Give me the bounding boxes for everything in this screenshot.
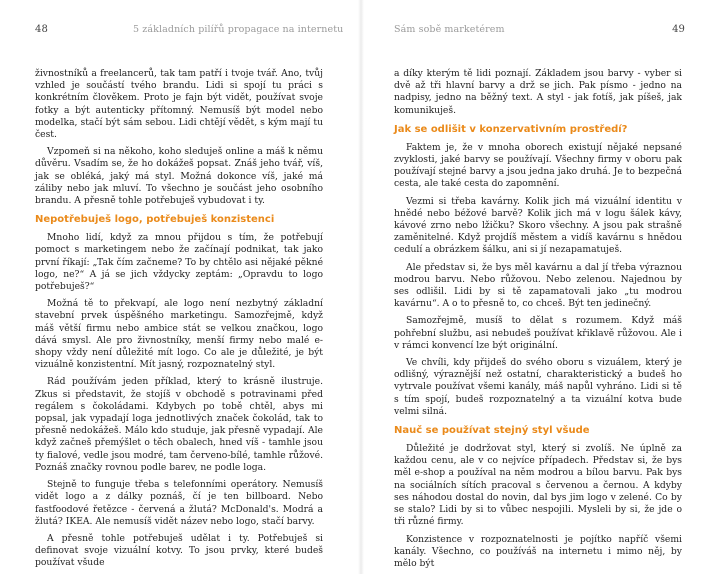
paragraph: Ve chvíli, kdy přijdeš do svého oboru s vizuálem, který je odlišný, výraznější než ostatní, charakteristický a budeš ho vytrvale používat všemi kanály, máš napůl vyhráno. Lidi si tě s tím spojí, budeš rozpoznatelný a ta vizuální kotva bude velmi silná.	[394, 357, 682, 417]
paragraph: A přesně tohle potřebuješ udělat i ty. Potřebuješ si definovat svoje vizuální kotvy. To jsou prvky, které budeš používat všude	[35, 532, 323, 569]
paragraph: Samozřejmě, musíš to dělat s rozumem. Když máš pohřební službu, asi nebudeš používat křiklavě růžovou. Ale i v rámci konvencí lze být originální.	[394, 315, 682, 351]
paragraph: Rád používám jeden příklad, který to krásně ilustruje. Zkus si představit, že stojíš v obchodě s potravinami před regálem s čokoládami. Kdybych po tobě chtěl, abys mi popsal, jak vypadají loga jednotlivých značek čokolád, tak to přesně nedokážeš. Málo kdo studuje, jak přesně vypadají. Ale když začneš přemýšlet o těch obalech, hned víš - tamhle jsou ty fialové, vedle jsou modré, tam červeno-bílé, tamhle růžové. Poznáš značky rovnou podle barev, ne podle loga.	[35, 376, 323, 473]
section-heading: Nauč se používat stejný styl všude	[394, 425, 590, 437]
section-heading: Jak se odlišit v konzervativním prostředí?	[394, 123, 628, 135]
left-page	[0, 0, 358, 574]
page-number: 48	[35, 24, 48, 35]
paragraph: Konzistence v rozpoznatelnosti je pojítko napříč všemi kanály. Všechno, co používáš na internetu i mimo něj, by mělo být	[394, 533, 682, 569]
paragraph: Vezmi si třeba kavárny. Kolik jich má vizuální identitu v hnědé nebo béžové barvě? Kolik jich má v logu šálek kávy, kávové zrno nebo lžičku? Skoro všechny. A jsou pak strašně zaměnitelné. Když projdíš městem a vidíš kavárnu s hnědou cedulí a obrázkem šálku, ani si jí nezapamatuješ.	[394, 195, 682, 256]
paragraph: živnostníků a freelancerů, tak tam patří i tvoje tvář. Ano, tvůj vzhled je součástí tvého brandu. Lidi si spojí tu práci s konkrétním člověkem. Proto je fajn být vidět, používat svoje fotky a být autenticky přítomný. Nemusíš být model nebo modelka, stačí být sám sebou. Lidi chtějí vědět, s kým mají tu čest.	[35, 68, 323, 141]
page-number: 49	[672, 24, 685, 35]
left-page-body	[35, 68, 323, 575]
paragraph: Vzpomeň si na někoho, koho sleduješ online a máš k němu důvěru. Vsadím se, že ho dokážeš popsat. Znáš jeho tvář, víš, jak se obléká, jaký má styl. Možná dokonce víš, jaké má záliby nebo jak mluví. To všechno je součást jeho osobního brandu. A přesně tohle potřebuješ vybudovat i ty.	[35, 146, 323, 207]
right-page-header	[364, 24, 720, 38]
paragraph: Mnoho lidí, když za mnou přijdou s tím, že potřebují pomoct s marketingem nebo že začínají podnikat, tak jako první říkají: „Tak čím začneme? To by chtělo asi nějaké pěkné logo, ne?“ A já se jich vždycky zeptám: „Opravdu to logo potřebuješ?“	[35, 232, 323, 293]
paragraph: a díky kterým tě lidi poznají. Základem jsou barvy - vyber si dvě až tři hlavní barvy a drž se jich. Pak písmo - jedno na nadpisy, jedno na běžný text. A styl - jak fotíš, jak píšeš, jak komunikuješ.	[394, 68, 682, 116]
left-page-header	[0, 24, 358, 38]
paragraph: Faktem je, že v mnoha oborech existují nějaké nepsané zvyklosti, jaké barvy se používají. Všechny firmy v oboru pak používají stejné barvy a jsou jedna jako druhá. Je to bezpečná cesta, ale také cesta do zapomnění.	[394, 141, 682, 190]
section-heading: Nepotřebuješ logo, potřebuješ konzistenci	[35, 214, 275, 226]
right-page	[364, 0, 720, 574]
right-page-body	[394, 68, 682, 575]
paragraph: Možná tě to překvapí, ale logo není nezbytný základní stavební prvek úspěšného marketingu. Samozřejmě, když máš větší firmu nebo ambice stát se velkou značkou, logo dává smysl. Ale pro živnostníky, menší firmy nebo malé e-shopy vždy není důležité mít logo. Co ale je důležité, je být vizuálně konzistentní. Mít jasný, rozpoznatelný styl.	[35, 298, 323, 371]
paragraph: Stejně to funguje třeba s telefonními operátory. Nemusíš vidět logo a z dálky poznáš, čí je ten billboard. Nebo fastfoodové řetězce - červená a žlutá? McDonald's. Modrá a žlutá? IKEA. Ale nemusíš vidět název nebo logo, stačí barvy.	[35, 479, 323, 527]
running-head: Sám sobě marketérem	[394, 24, 505, 35]
paragraph: Důležité je dodržovat styl, který si zvolíš. Ne úplně za každou cenu, ale v co nejvíce případech. Představ si, že bys měl e-shop a používal na něm modrou a bílou barvu. Pak bys na sociálních sítích pracoval s červenou a černou. A kdyby ses náhodou dostal do novin, dal bys jim logo v zelené. Co by se stalo? Lidi by si to vůbec nespojili. Mysleli by si, že jde o tři různé firmy.	[394, 443, 682, 528]
running-head: 5 základních pilířů propagace na internetu	[133, 24, 344, 35]
paragraph: Ale představ si, že bys měl kavárnu a dal jí třeba výraznou modrou barvu. Nebo růžovou. Nebo zelenou. Najednou by ses odlišil. Lidi by si tě zapamatovali jako „tu modrou kavárnu“. A o to přesně to, co chceš. Být ten jedinečný.	[394, 261, 682, 310]
